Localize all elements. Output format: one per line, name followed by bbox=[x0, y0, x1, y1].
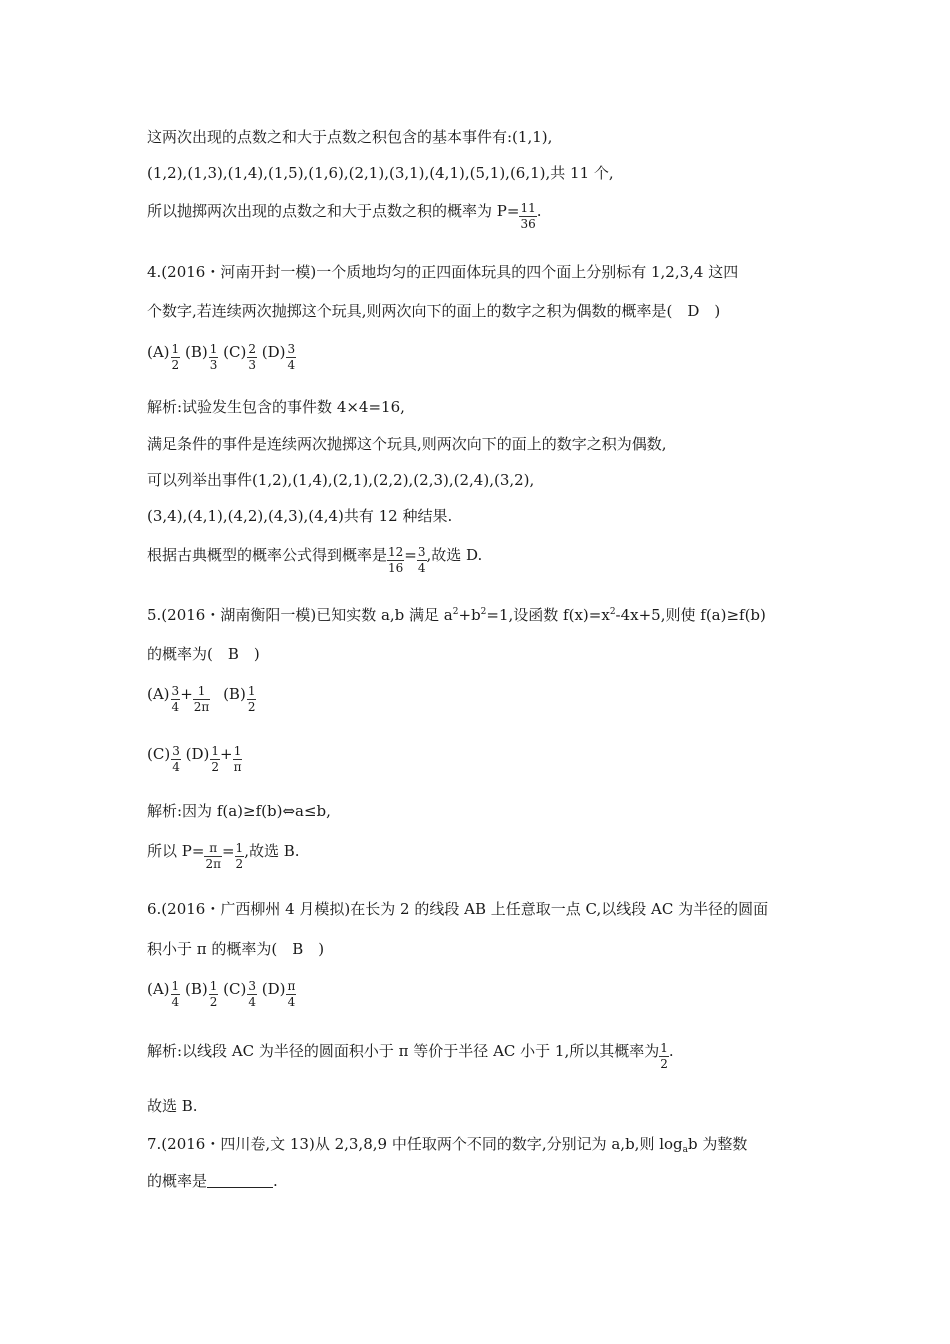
fraction-denominator: 2 bbox=[171, 358, 180, 372]
fraction-numerator: 1 bbox=[171, 342, 180, 356]
fraction bbox=[286, 980, 296, 1009]
fraction-numerator: 1 bbox=[247, 684, 256, 698]
fraction-numerator: 1 bbox=[233, 744, 242, 758]
text-segment: . bbox=[536, 202, 542, 220]
fraction-denominator: 2π bbox=[193, 700, 210, 714]
fraction-denominator: 4 bbox=[417, 561, 426, 575]
question-5-stem bbox=[147, 606, 766, 624]
fraction bbox=[210, 745, 220, 774]
fraction bbox=[209, 980, 219, 1009]
text-segment: ,故选 B. bbox=[244, 842, 300, 860]
option-label: (D) bbox=[185, 745, 210, 763]
fraction-numerator: 3 bbox=[287, 342, 296, 356]
text-segment: =1,设函数 f(x)=x bbox=[486, 606, 610, 624]
solution-line: 故选 B. bbox=[147, 1097, 198, 1115]
option-label: (C) bbox=[223, 343, 247, 361]
fraction-denominator: 4 bbox=[287, 358, 296, 372]
solution-line: 可以列举出事件(1,2),(1,4),(2,1),(2,2),(2,3),(2,4),(3,2), bbox=[147, 471, 535, 489]
fraction-denominator: 3 bbox=[209, 358, 218, 372]
fraction-numerator: 1 bbox=[209, 979, 218, 993]
text-line bbox=[147, 202, 542, 231]
fraction bbox=[235, 842, 245, 871]
question-6-options bbox=[147, 980, 296, 1009]
fraction-numerator: 3 bbox=[172, 744, 180, 758]
option-label: (D) bbox=[261, 980, 286, 998]
fraction-numerator: 12 bbox=[388, 545, 404, 559]
fraction-numerator: π bbox=[287, 979, 296, 993]
solution-line: 解析:因为 f(a)≥f(b)⇔a≤b, bbox=[147, 802, 331, 820]
answer-blank bbox=[207, 1173, 273, 1188]
fraction-numerator: 1 bbox=[211, 744, 219, 758]
solution-line bbox=[147, 1042, 674, 1071]
subscript: a bbox=[682, 1145, 689, 1155]
question-7-stem bbox=[147, 1135, 747, 1153]
option-label: (A) bbox=[147, 685, 170, 703]
fraction-numerator: 3 bbox=[171, 684, 180, 698]
fraction bbox=[387, 546, 404, 575]
solution-line: (3,4),(4,1),(4,2),(4,3),(4,4)共有 12 种结果. bbox=[147, 507, 453, 525]
fraction-denominator: 4 bbox=[248, 995, 256, 1009]
fraction bbox=[417, 546, 427, 575]
fraction-numerator: 1 bbox=[209, 342, 218, 356]
fraction-numerator: π bbox=[209, 841, 218, 855]
question-7-stem bbox=[147, 1172, 278, 1190]
option-label: (A) bbox=[147, 980, 170, 998]
fraction bbox=[171, 343, 181, 372]
solution-line bbox=[147, 546, 482, 575]
fraction-denominator: 4 bbox=[172, 760, 180, 774]
question-6-stem: 积小于 π 的概率为( B ) bbox=[147, 940, 325, 958]
fraction bbox=[233, 745, 243, 774]
solution-line bbox=[147, 842, 300, 871]
text-segment: +b bbox=[458, 606, 481, 624]
fraction-numerator: 1 bbox=[197, 684, 206, 698]
question-4-options bbox=[147, 343, 296, 372]
fraction bbox=[286, 343, 296, 372]
question-4-stem: 个数字,若连续两次抛掷这个玩具,则两次向下的面上的数字之积为偶数的概率是( D ) bbox=[147, 302, 721, 320]
plus-sign: + bbox=[219, 745, 233, 763]
solution-line: 解析:试验发生包含的事件数 4×4=16, bbox=[147, 398, 405, 416]
text-line: 这两次出现的点数之和大于点数之积包含的基本事件有:(1,1), bbox=[147, 128, 553, 146]
option-label: (A) bbox=[147, 343, 170, 361]
fraction bbox=[171, 745, 181, 774]
fraction bbox=[519, 202, 536, 231]
fraction-numerator: 3 bbox=[417, 545, 426, 559]
option-label: (B) bbox=[184, 343, 208, 361]
fraction-numerator: 11 bbox=[520, 201, 536, 215]
fraction-denominator: 2 bbox=[235, 857, 244, 871]
text-segment: 5.(2016・湖南衡阳一模)已知实数 a,b 满足 a bbox=[147, 606, 453, 624]
fraction bbox=[204, 842, 222, 871]
option-label: (B) bbox=[184, 980, 208, 998]
text-segment: -4x+5,则使 f(a)≥f(b) bbox=[615, 606, 766, 624]
fraction bbox=[247, 343, 257, 372]
fraction-denominator: 4 bbox=[171, 700, 180, 714]
option-label: (B) bbox=[223, 685, 246, 703]
text-segment: 7.(2016・四川卷,文 13)从 2,3,8,9 中任取两个不同的数字,分别记为 a,b,则 log bbox=[147, 1135, 683, 1153]
text-segment: 所以 P= bbox=[147, 842, 205, 860]
text-segment: 的概率是 bbox=[147, 1172, 208, 1190]
fraction-numerator: 2 bbox=[248, 342, 256, 356]
text-segment: 所以抛掷两次出现的点数之和大于点数之积的概率为 P= bbox=[147, 202, 520, 220]
option-label: (D) bbox=[261, 343, 286, 361]
question-4-stem: 4.(2016・河南开封一模)一个质地均匀的正四面体玩具的四个面上分别标有 1,2,3,4 这四 bbox=[147, 263, 739, 281]
fraction bbox=[171, 980, 181, 1009]
text-segment: . bbox=[273, 1172, 278, 1190]
solution-line: 满足条件的事件是连续两次抛掷这个玩具,则两次向下的面上的数字之积为偶数, bbox=[147, 435, 667, 453]
text-segment: b 为整数 bbox=[688, 1135, 748, 1153]
fraction-denominator: 2 bbox=[209, 995, 218, 1009]
fraction bbox=[193, 685, 211, 714]
fraction-denominator: 16 bbox=[388, 561, 404, 575]
fraction bbox=[247, 980, 257, 1009]
text-segment: 解析:以线段 AC 为半径的圆面积小于 π 等价于半径 AC 小于 1,所以其概率为 bbox=[147, 1042, 660, 1060]
fraction-denominator: 36 bbox=[520, 217, 536, 231]
superscript: 2 bbox=[452, 607, 459, 617]
fraction bbox=[659, 1042, 669, 1071]
question-6-stem: 6.(2016・广西柳州 4 月模拟)在长为 2 的线段 AB 上任意取一点 C,以线段 AC 为半径的圆面 bbox=[147, 900, 769, 918]
fraction-denominator: 2π bbox=[205, 857, 221, 871]
question-5-stem: 的概率为( B ) bbox=[147, 645, 260, 663]
fraction-denominator: 2 bbox=[660, 1057, 668, 1071]
equals-sign: = bbox=[404, 546, 417, 564]
fraction-denominator: 2 bbox=[247, 700, 256, 714]
fraction-denominator: 2 bbox=[211, 760, 219, 774]
fraction-numerator: 1 bbox=[235, 841, 244, 855]
question-5-options bbox=[147, 685, 256, 714]
fraction bbox=[171, 685, 181, 714]
superscript: 2 bbox=[480, 607, 487, 617]
text-segment: . bbox=[668, 1042, 674, 1060]
fraction-denominator: 3 bbox=[248, 358, 256, 372]
equals-sign: = bbox=[221, 842, 235, 860]
text-segment: 根据古典概型的概率公式得到概率是 bbox=[147, 546, 388, 564]
superscript: 2 bbox=[609, 607, 616, 617]
fraction-numerator: 1 bbox=[660, 1041, 668, 1055]
fraction bbox=[209, 343, 219, 372]
text-line: (1,2),(1,3),(1,4),(1,5),(1,6),(2,1),(3,1),(4,1),(5,1),(6,1),共 11 个, bbox=[147, 164, 614, 182]
fraction-denominator: π bbox=[233, 760, 242, 774]
fraction bbox=[247, 685, 257, 714]
plus-sign: + bbox=[180, 685, 193, 703]
fraction-numerator: 1 bbox=[171, 979, 180, 993]
fraction-numerator: 3 bbox=[248, 979, 256, 993]
fraction-denominator: 4 bbox=[287, 995, 296, 1009]
fraction-denominator: 4 bbox=[171, 995, 180, 1009]
text-segment: ,故选 D. bbox=[426, 546, 483, 564]
option-label: (C) bbox=[147, 745, 171, 763]
option-label: (C) bbox=[223, 980, 247, 998]
question-5-options bbox=[147, 745, 242, 774]
